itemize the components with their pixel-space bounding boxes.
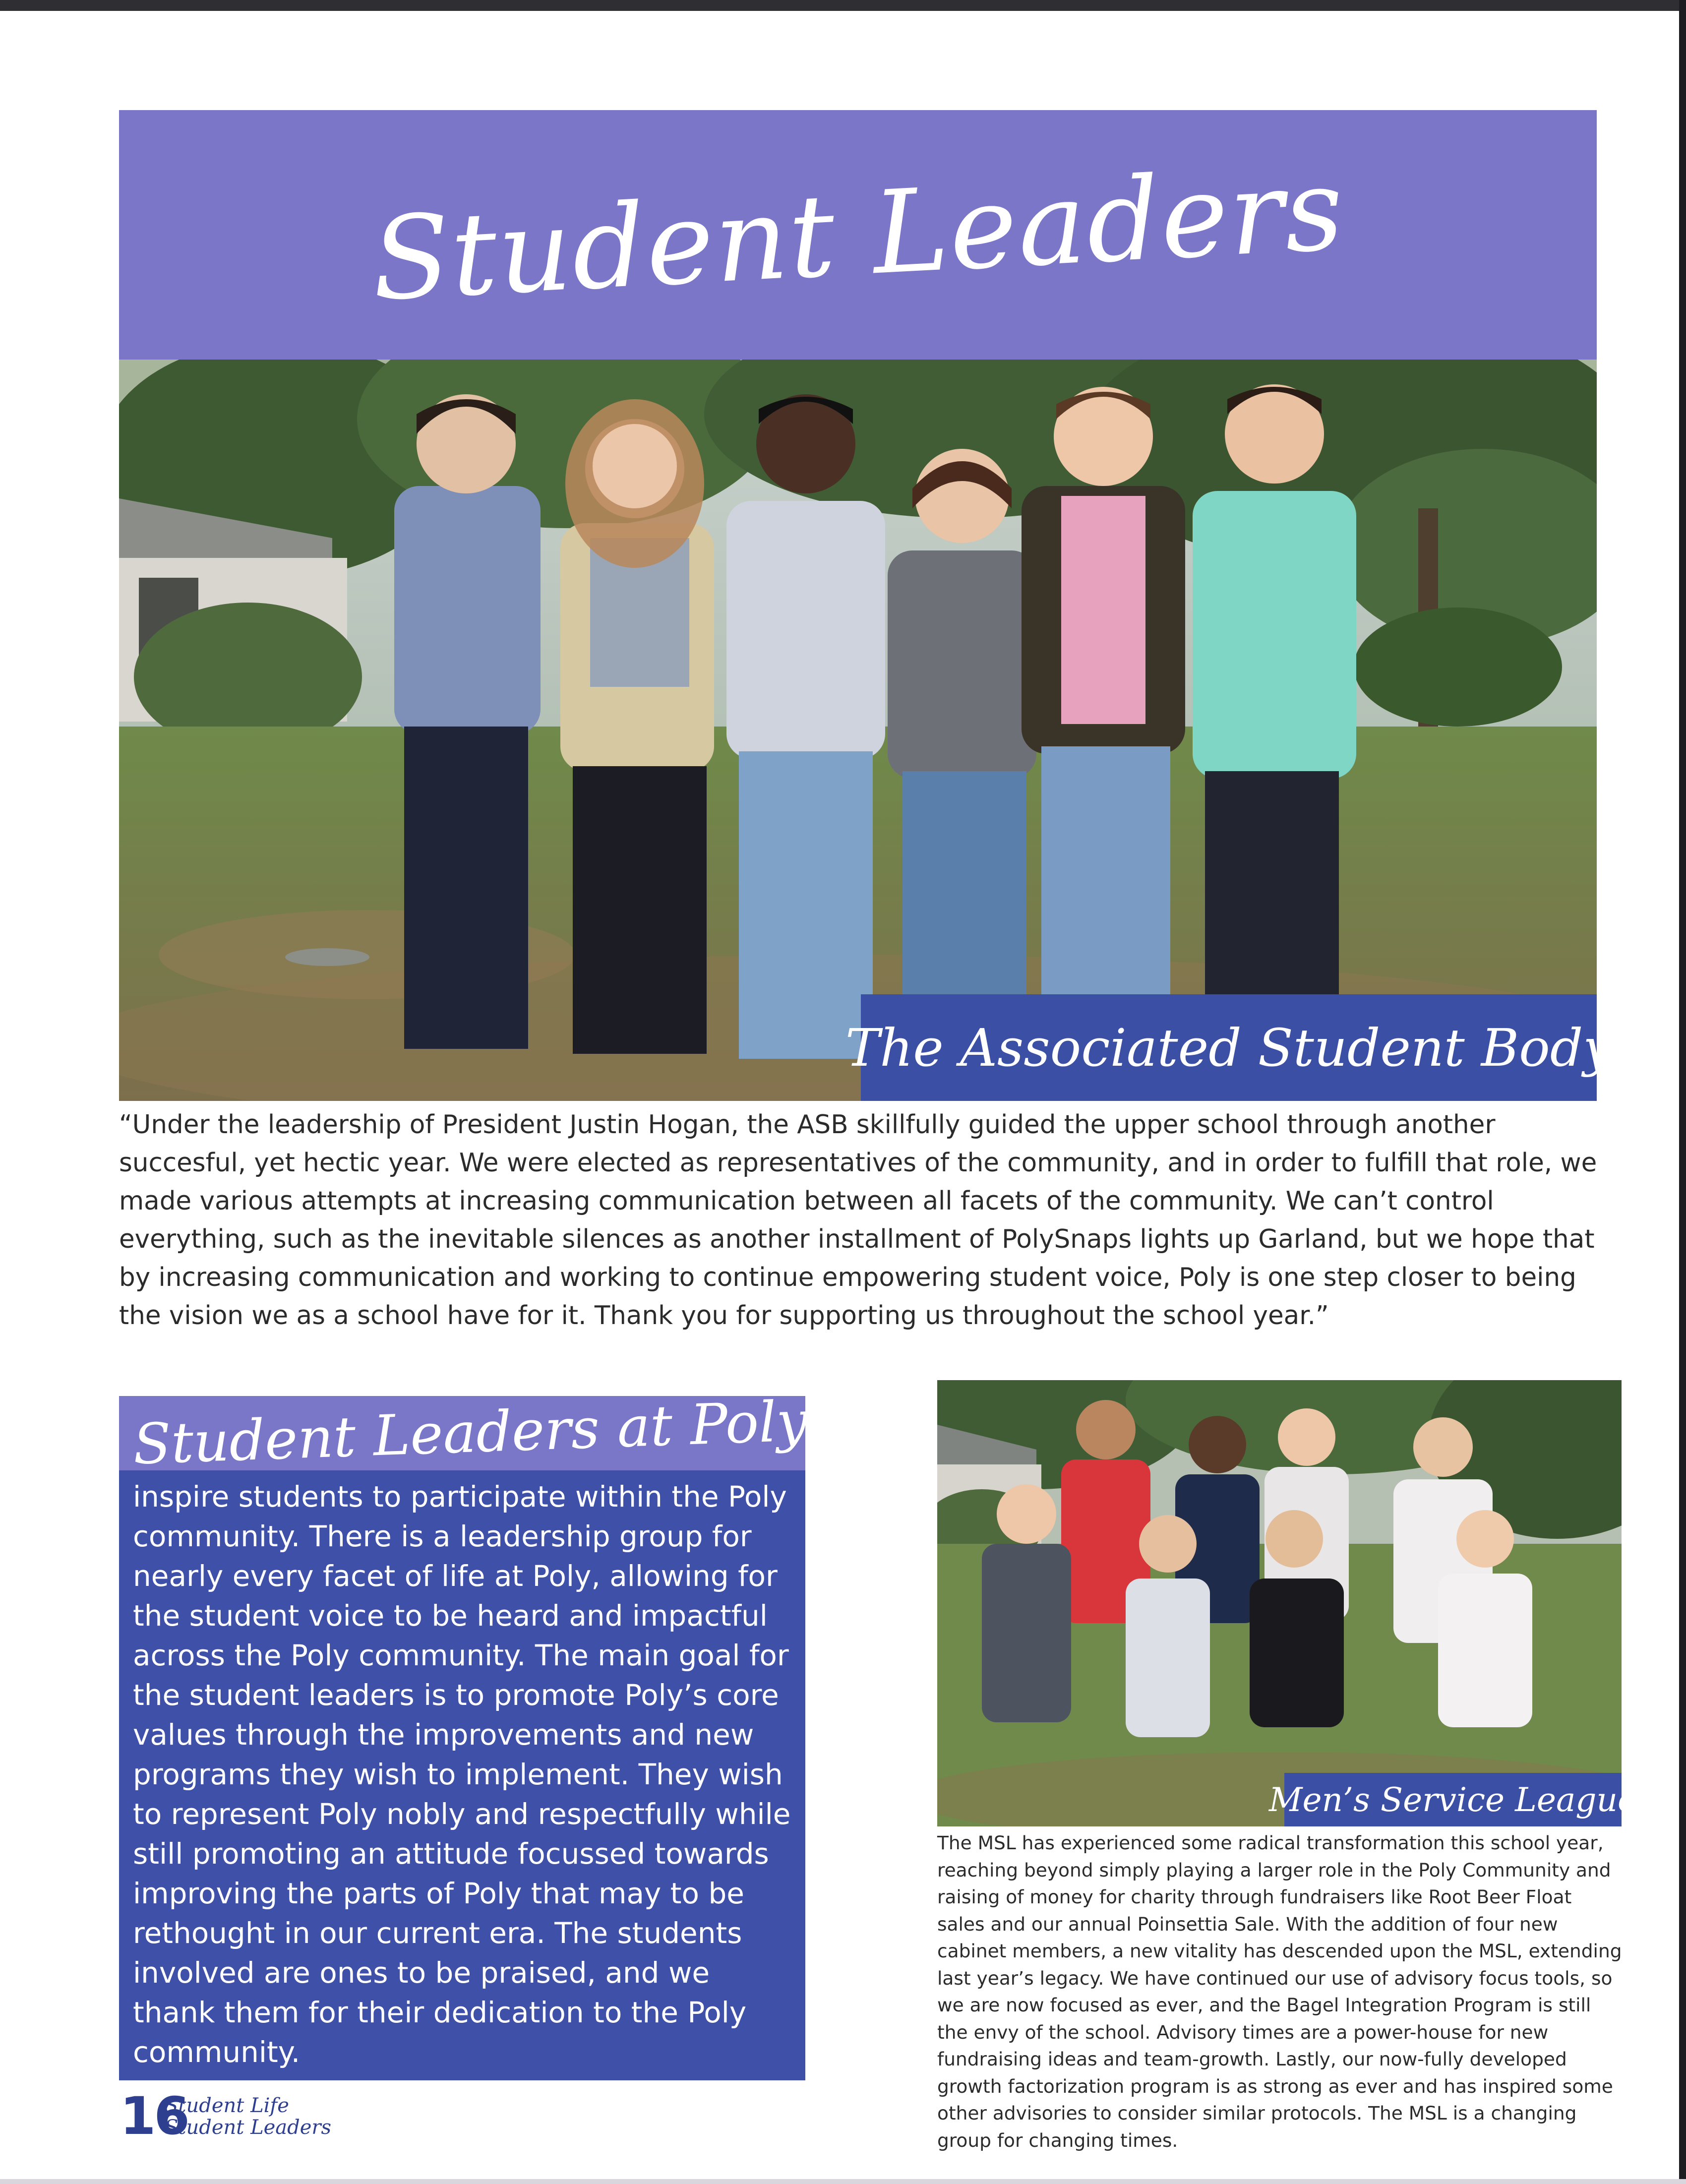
title-banner (119, 110, 1597, 360)
folio-section-name: Student Life (165, 2094, 289, 2117)
student-leaders-box-heading: Student Leaders at Poly... (132, 1387, 855, 1477)
asb-student-2 (560, 399, 714, 1054)
asb-student-5 (1022, 387, 1185, 1059)
scan-edge-right (1679, 0, 1686, 2184)
msl-caption-text: Men’s Service League (1268, 1780, 1637, 1819)
asb-group-photo (119, 360, 1597, 1101)
msl-group-photo (937, 1380, 1622, 1826)
msl-photo-illustration (937, 1380, 1622, 1826)
msl-caption (1268, 1773, 1637, 1826)
asb-quote: “Under the leadership of President Justin Hogan, the ASB skillfully guided the upper school through another succesful, yet hectic year. We were elected as representatives of the community, and in order to fulfill that role, we made various attempts at increasing communication between all facets of the community. We can’t control everything, such as the inevitable silences as another installment of PolySnaps lights up Garland, but we hope that by increasing communication and working to continue empowering student voice, Poly is one step closer to being the vision we as a school have for it. Thank you for supporting us throughout the school year.” (119, 1110, 1597, 1331)
student-leaders-box-header (119, 1387, 855, 1477)
scan-edge-bottom (0, 2179, 1686, 2184)
page-number: 16 (120, 2086, 188, 2146)
student-leaders-box-text: inspire students to participate within the Poly community. There is a leadership group for nearly every facet of life at Poly, allowing for the student voice to be heard and impactful across the Poly community. The main goal for the student leaders is to promote Poly’s core values through the improvements and new programs they wish to implement. They wish to represent Poly nobly and respectfully while still promoting an attitude focussed towards improving the parts of Poly that may to be rethought in our current era. The students involved are ones to be praised, and we thank them for their dedication to the Poly community. (133, 1480, 791, 2069)
msl-text: The MSL has experienced some radical transformation this school year, reaching beyond simply playing a larger role in the Poly Community and raising of money for charity through fundraisers like Root Beer Float sales and our annual Poinsettia Sale. With the addition of four new cabinet members, a new vitality has descended upon the MSL, extending last year’s legacy. We have continued our use of advisory focus tools, so we are now focused as ever, and the Bagel Integration Program is still the envy of the school. Advisory times are a power-house for new fundraising ideas and team-growth. Lastly, our now-fully developed growth factorization program is as strong as ever and has inspired some other advisories to consider similar protocols. The MSL is a changing group for changing times. (937, 1832, 1622, 2151)
asb-caption-text: The Associated Student Body (845, 1017, 1613, 1078)
folio-section (165, 2095, 331, 2138)
scan-edge-top (0, 0, 1686, 11)
asb-student-1 (394, 394, 541, 1049)
asb-photo-illustration (119, 360, 1597, 1101)
student-leaders-box (119, 1387, 855, 2080)
folio-subsection-name: Student Leaders (165, 2116, 332, 2139)
page-title: Student Leaders (368, 143, 1347, 327)
asb-caption (845, 994, 1613, 1101)
